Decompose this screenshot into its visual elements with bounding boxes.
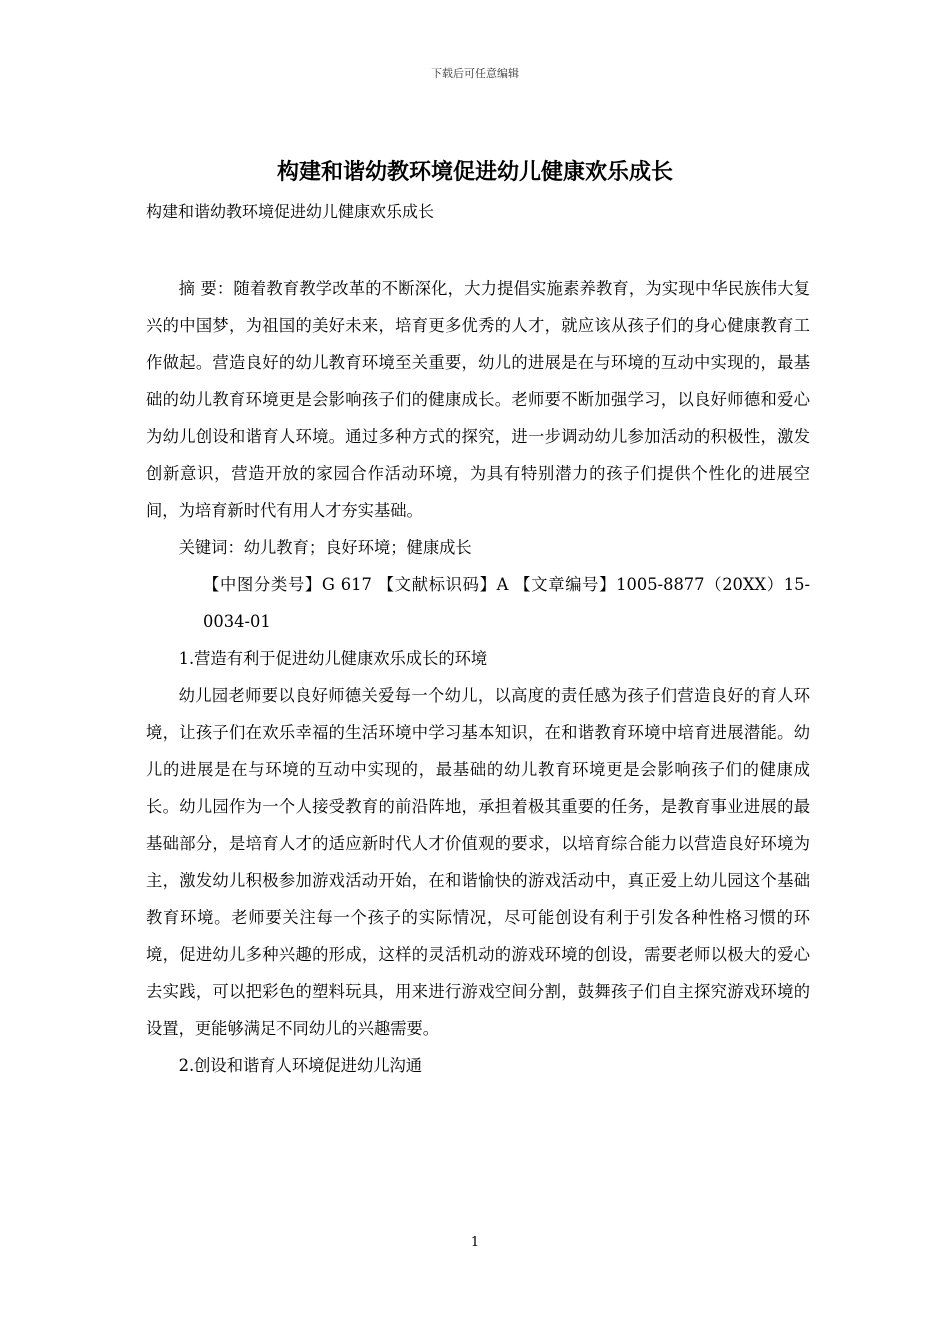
document-subtitle: 构建和谐幼教环境促进幼儿健康欢乐成长 (146, 202, 435, 221)
section2-heading: 2.创设和谐育人环境促进幼儿沟通 (178, 1056, 423, 1075)
classification-line: 【中图分类号】G 617 【文献标识码】A 【文章编号】1005-8877（20XX）15-0034-01 (203, 575, 810, 631)
keywords-line: 关键词：幼儿教育；良好环境；健康成长 (178, 538, 472, 557)
abstract-paragraph: 摘 要：随着教育教学改革的不断深化，大力提倡实施素养教育，为实现中华民族伟大复兴的中国梦，为祖国的美好未来，培育更多优秀的人才，就应该从孩子们的身心健康教育工作做起。营造良好的幼儿教育环境至关重要，幼儿的进展是在与环境的互动中实现的，最基础的幼儿教育环境更是会影响孩子们的健康成长。老师要不断加强学习，以良好师德和爱心为幼儿创设和谐育人环境。通过多种方式的探究，进一步调动幼儿参加活动的积极性，激发创新意识，营造开放的家园合作活动环境，为具有特别潜力的孩子们提供个性化的进展空间，为培育新时代有用人才夯实基础。 (146, 279, 810, 520)
document-body (146, 270, 810, 1084)
page-header-note: 下载后可任意编辑 (431, 67, 519, 80)
section1-heading: 1.营造有利于促进幼儿健康欢乐成长的环境 (178, 649, 488, 668)
section1-paragraph: 幼儿园老师要以良好师德关爱每一个幼儿，以高度的责任感为孩子们营造良好的育人环境，让孩子们在欢乐幸福的生活环境中学习基本知识，在和谐教育环境中培育进展潜能。幼儿的进展是在与环境的互动中实现的，最基础的幼儿教育环境更是会影响孩子们的健康成长。幼儿园作为一个人接受教育的前沿阵地，承担着极其重要的任务，是教育事业进展的最基础部分，是培育人才的适应新时代人才价值观的要求，以培育综合能力以营造良好环境为主，激发幼儿积极参加游戏活动开始，在和谐愉快的游戏活动中，真正爱上幼儿园这个基础教育环境。老师要关注每一个孩子的实际情况，尽可能创设有利于引发各种性格习惯的环境，促进幼儿多种兴趣的形成，这样的灵活机动的游戏环境的创设，需要老师以极大的爱心去实践，可以把彩色的塑料玩具，用来进行游戏空间分割，鼓舞孩子们自主探究游戏环境的设置，更能够满足不同幼儿的兴趣需要。 (146, 686, 810, 1038)
document-title: 构建和谐幼教环境促进幼儿健康欢乐成长 (276, 159, 673, 185)
page-number: 1 (470, 1235, 480, 1250)
